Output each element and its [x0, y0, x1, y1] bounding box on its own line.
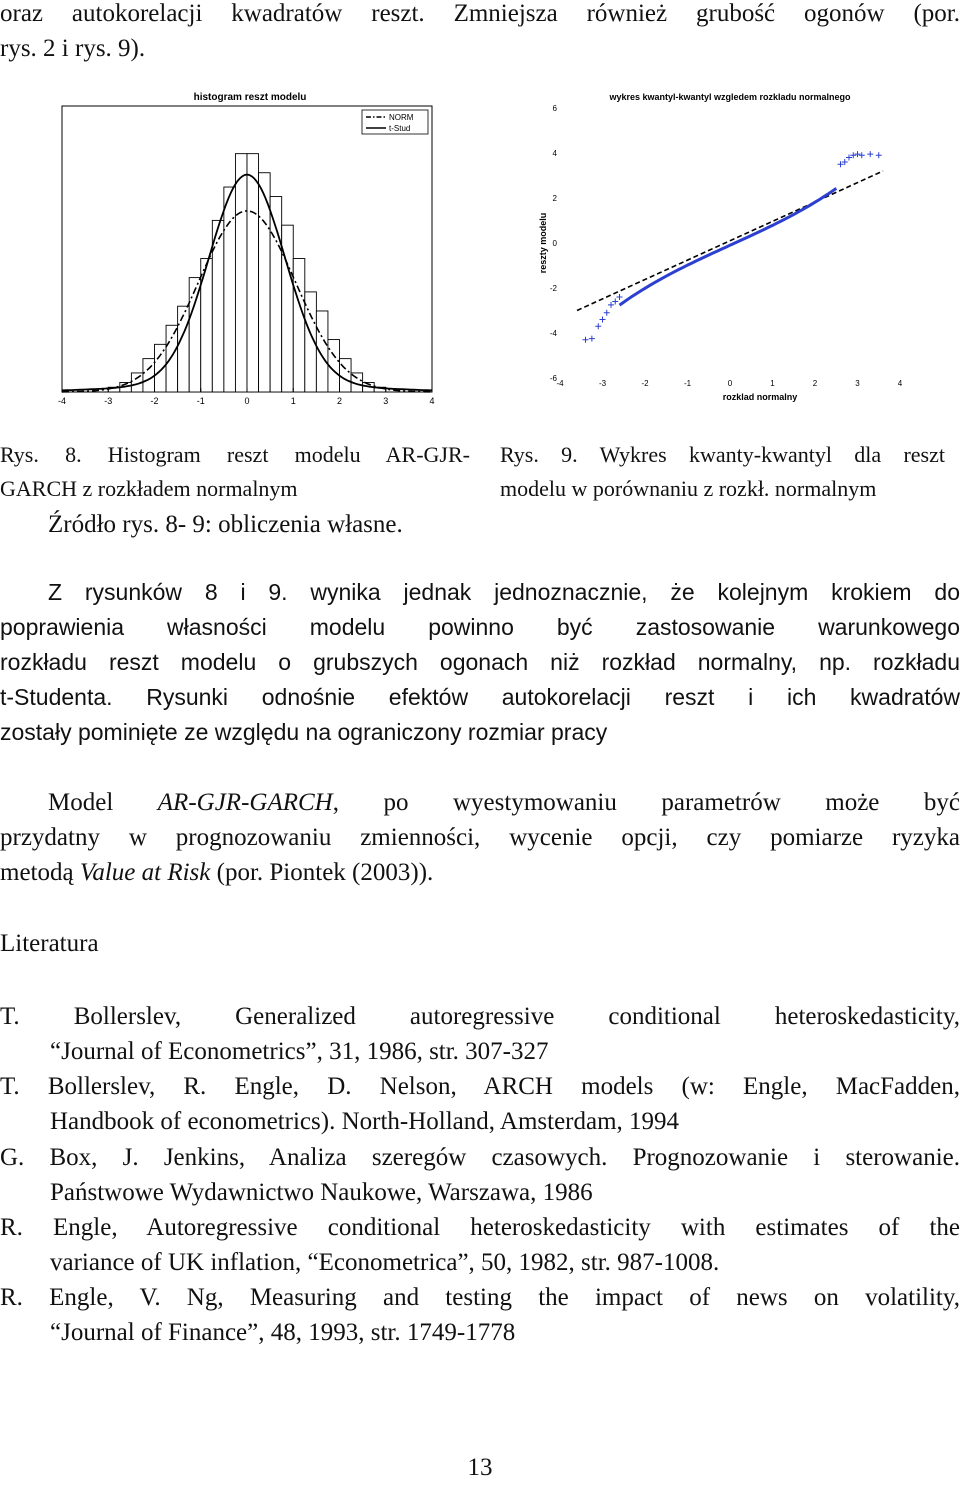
qq-point	[617, 294, 623, 300]
qq-points-band	[620, 188, 837, 305]
histogram-title: histogram reszt modelu	[193, 92, 307, 103]
histogram-bar	[316, 311, 328, 392]
qq-point	[600, 317, 606, 323]
caption-rys9-line1: Rys. 9. Wykres kwanty-kwantyl dla reszt	[500, 442, 945, 467]
histogram-tick-label: 2	[336, 396, 343, 406]
qq-y-tick-label: 2	[552, 194, 557, 203]
qq-point	[867, 151, 873, 157]
histogram-tick-label: 1	[290, 396, 296, 406]
qq-x-tick-label: 2	[812, 379, 818, 388]
histogram-tick-label: -4	[57, 396, 67, 406]
qq-y-tick-label: -6	[549, 374, 557, 383]
para1-line: rozkładu reszt modelu o grubszych ogonach niż rozkład normalny, np. rozkładu	[0, 649, 960, 675]
histogram-tick-label: -3	[104, 396, 113, 406]
qq-point	[612, 299, 618, 305]
histogram-tick-label: 3	[383, 396, 389, 406]
qq-y-ticks	[550, 104, 558, 383]
reference-item: T. Bollerslev, R. Engle, D. Nelson, ARCH models (w: Engle, MacFadden, Handbook of econometrics). North-Holland, Amsterdam, 1994	[0, 1073, 960, 1135]
histogram-bar	[212, 220, 224, 392]
qq-x-tick-label: -3	[598, 379, 607, 388]
histogram-bar	[235, 154, 247, 392]
caption-rys8-line1: Rys. 8. Histogram reszt modelu AR-GJR-	[0, 442, 470, 467]
qq-x-tick-label: -1	[683, 379, 692, 388]
caption-rys8-line2: GARCH z rozkładem normalnym	[0, 476, 298, 501]
qq-point	[589, 336, 595, 342]
qq-x-tick-label: -4	[556, 379, 564, 388]
qq-reference-line	[577, 171, 883, 311]
qq-x-tick-label: 4	[897, 379, 903, 388]
reference-item: G. Box, J. Jenkins, Analiza szeregów czasowych. Prognozowanie i sterowanie. Państwowe Wydawnictwo Naukowe, Warszawa, 1986	[0, 1144, 960, 1206]
legend-tstud: t-Stud	[389, 124, 411, 133]
histogram-tick-label: -1	[196, 396, 205, 406]
para1-line: t-Studenta. Rysunki odnośnie efektów autokorelacji reszt i ich kwadratów	[0, 684, 960, 710]
qq-plot-figure	[520, 88, 920, 408]
qq-point	[859, 152, 865, 158]
legend-norm: NORM	[389, 113, 414, 122]
histogram-bar	[143, 359, 155, 392]
qq-x-tick-label: 1	[770, 379, 775, 388]
qq-point	[876, 152, 882, 158]
figure-source: Źródło rys. 8- 9: obliczenia własne.	[48, 511, 403, 538]
histogram-tick-label: -2	[150, 396, 159, 406]
histogram-tick-label: 0	[244, 396, 250, 406]
qq-point	[595, 323, 601, 329]
qq-x-tick-label: 0	[727, 379, 733, 388]
qq-point	[855, 151, 861, 157]
qq-points	[583, 151, 882, 343]
qq-y-tick-label: 4	[552, 149, 557, 158]
histogram-bar	[247, 154, 259, 392]
para2-line-1: Model AR-GJR-GARCH, po wyestymowaniu parametrów może być	[48, 789, 960, 816]
histogram-figure	[50, 88, 440, 408]
literatura-heading: Literatura	[0, 930, 99, 957]
histogram-bar	[178, 306, 190, 392]
histogram-tick-label: 4	[429, 396, 435, 406]
histogram-bar	[166, 325, 178, 392]
histogram-legend	[362, 110, 428, 134]
qq-x-tick-label: -2	[641, 379, 649, 388]
intro-line-1: oraz autokorelacji kwadratów reszt. Zmniejsza również grubość ogonów (por.	[0, 0, 960, 27]
qq-y-tick-label: 6	[552, 104, 557, 113]
qq-point	[583, 337, 589, 343]
qq-ylabel: reszty modelu	[538, 212, 548, 274]
qq-point	[608, 302, 614, 308]
para1-line: Z rysunków 8 i 9. wynika jednak jednoznacznie, że kolejnym krokiem do	[48, 579, 960, 605]
reference-item: R. Engle, Autoregressive conditional heteroskedasticity with estimates of the variance of UK inflation, “Econometrica”, 50, 1982, str. 987-1008.	[0, 1214, 960, 1276]
reference-item: T. Bollerslev, Generalized autoregressive conditional heteroskedasticity, “Journal of Econometrics”, 31, 1986, str. 307-327	[0, 1003, 960, 1065]
qq-y-tick-label: 0	[552, 239, 557, 248]
para1-line: zostały pominięte ze względu na ograniczony rozmiar pracy	[0, 719, 608, 745]
qq-point	[604, 310, 610, 316]
caption-rys9-line2: modelu w porównaniu z rozkł. normalnym	[500, 476, 877, 501]
qq-title: wykres kwantyl-kwantyl wzgledem rozkladu normalnego	[609, 92, 851, 102]
histogram-bar	[189, 278, 201, 392]
intro-line-2: rys. 2 i rys. 9).	[0, 35, 146, 62]
qq-y-tick-label: -4	[549, 329, 557, 338]
qq-y-tick-label: -2	[549, 284, 557, 293]
qq-xlabel: rozklad normalny	[722, 392, 798, 402]
qq-x-tick-label: 3	[855, 379, 860, 388]
para2-line-3: metodą Value at Risk (por. Piontek (2003)).	[0, 859, 434, 886]
paragraph-1	[0, 575, 960, 750]
para2-line-2: przydatny w prognozowaniu zmienności, wycenie opcji, czy pomiarze ryzyka	[0, 824, 960, 851]
histogram-bar	[293, 259, 305, 392]
reference-item: R. Engle, V. Ng, Measuring and testing the impact of news on volatility, “Journal of Finance”, 48, 1993, str. 1749-1778	[0, 1284, 960, 1346]
paragraph-2	[0, 785, 960, 890]
histogram-bar	[155, 344, 167, 392]
qq-x-ticks	[556, 379, 902, 388]
para1-line: poprawienia własności modelu powinno być zastosowanie warunkowego	[0, 614, 960, 640]
page-number: 13	[467, 1454, 493, 1481]
histogram-bars	[108, 154, 386, 392]
